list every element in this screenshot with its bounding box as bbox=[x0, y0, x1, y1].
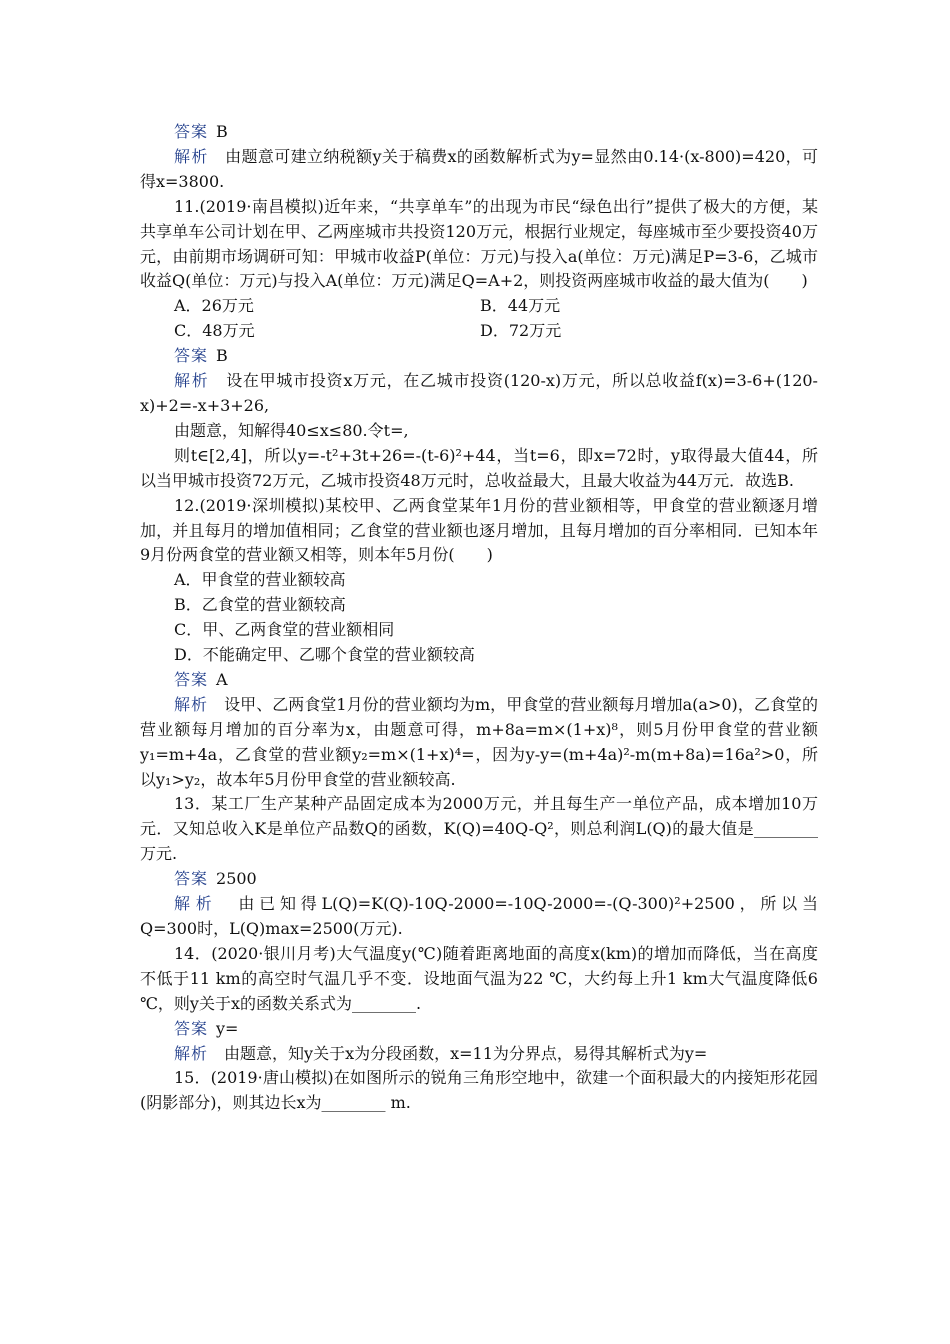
q10-answer: B bbox=[216, 122, 228, 141]
q13-analysis-line bbox=[140, 892, 818, 942]
q12-option-d: D．不能确定甲、乙哪个食堂的营业额较高 bbox=[174, 645, 475, 665]
q11-option-c: C．48万元 bbox=[174, 321, 255, 341]
analysis-label: 解析 bbox=[174, 894, 218, 914]
q11-option-b: B．44万元 bbox=[480, 296, 561, 316]
q14-analysis: 由题意，知y关于x为分段函数，x=11为分界点，易得其解析式为y= bbox=[224, 1043, 708, 1063]
q11-analysis-1: 设在甲城市投资x万元，在乙城市投资(120-x)万元，所以总收益f(x)=3-6+(120-x)+2=-x+3+26, bbox=[140, 371, 818, 415]
q12-analysis: 设甲、乙两食堂1月份的营业额均为m，甲食堂的营业额每月增加a(a>0)，乙食堂的营业额每月增加的百分率为x，由题意可得，m+8a=m×(1+x)⁸，则5月份甲食堂的营业额y₁=m+4a，乙食堂的营业额y₂=m×(1+x)⁴=，因为y-y=(m+4a)²-m(m+8a)=16a²>0，所以y₁>y₂，故本年5月份甲食堂的营业额较高. bbox=[140, 694, 818, 789]
answer-label: 答案 bbox=[174, 122, 209, 141]
q12-stem: 12.(2019·深圳模拟)某校甲、乙两食堂某年1月份的营业额相等，甲食堂的营业额逐月增加，并且每月的增加值相同；乙食堂的营业额也逐月增加，且每月增加的百分率相同．已知本年9月份两食堂的营业额又相等，则本年5月份( ) bbox=[140, 495, 818, 565]
q11-answer: B bbox=[216, 346, 228, 366]
q10-answer-line bbox=[140, 120, 818, 145]
q14-answer: y= bbox=[216, 1018, 239, 1038]
q11-options-row-1 bbox=[140, 294, 818, 319]
q11-analysis-line-1 bbox=[140, 369, 818, 419]
q12-answer-line bbox=[140, 668, 818, 693]
analysis-label: 解析 bbox=[174, 694, 209, 714]
document-content bbox=[140, 120, 818, 1116]
q11-options-row-2 bbox=[140, 319, 818, 344]
q14-stem: 14．(2020·银川月考)大气温度y(℃)随着距离地面的高度x(km)的增加而降低，当在高度不低于11 km的高空时气温几乎不变．设地面气温为22 ℃，大约每上升1 km大气温度降低6 ℃，则y关于x的函数关系式为________. bbox=[140, 943, 818, 1013]
q10-analysis: 由题意可建立纳税额y关于稿费x的函数解析式为y=显然由0.14·(x-800)=420，可得x=3800. bbox=[140, 146, 818, 191]
q12-option-c: C．甲、乙两食堂的营业额相同 bbox=[174, 620, 395, 640]
q14-answer-line bbox=[140, 1017, 818, 1042]
q11-option-a: A．26万元 bbox=[174, 296, 254, 316]
answer-label: 答案 bbox=[174, 869, 209, 889]
q13-answer: 2500 bbox=[216, 869, 257, 889]
q11-analysis-3: 则t∈[2,4]，所以y=-t²+3t+26=-(t-6)²+44，当t=6，即x=72时，y取得最大值44，所以当甲城市投资72万元，乙城市投资48万元时，总收益最大，且最大收益为44万元．故选B. bbox=[140, 445, 818, 490]
q14-analysis-line bbox=[140, 1042, 818, 1067]
answer-label: 答案 bbox=[174, 669, 209, 689]
q11-answer-line bbox=[140, 344, 818, 369]
q13-answer-line bbox=[140, 867, 818, 892]
q11-stem: 11.(2019·南昌模拟)近年来，“共享单车”的出现为市民“绿色出行”提供了极大的方便，某共享单车公司计划在甲、乙两座城市共投资120万元，根据行业规定，每座城市至少要投资40万元，由前期市场调研可知：甲城市收益P(单位：万元)与投入a(单位：万元)满足P=3-6，乙城市收益Q(单位：万元)与投入A(单位：万元)满足Q=A+2，则投资两座城市收益的最大值为( ) bbox=[140, 196, 818, 291]
q12-analysis-line bbox=[140, 693, 818, 793]
q12-option-b: B．乙食堂的营业额较高 bbox=[174, 595, 346, 615]
q13-analysis: 由已知得L(Q)=K(Q)-10Q-2000=-10Q-2000=-(Q-300)²+2500，所以当Q=300时，L(Q)max=2500(万元). bbox=[140, 894, 818, 938]
analysis-label: 解析 bbox=[174, 371, 210, 391]
q15-stem: 15．(2019·唐山模拟)在如图所示的锐角三角形空地中，欲建一个面积最大的内接矩形花园(阴影部分)，则其边长x为________ m. bbox=[140, 1068, 818, 1113]
q11-analysis-2: 由题意，知解得40≤x≤80.令t=, bbox=[174, 420, 409, 440]
analysis-label: 解析 bbox=[174, 146, 209, 166]
q13-stem: 13．某工厂生产某种产品固定成本为2000万元，并且每生产一单位产品，成本增加10万元．又知总收入K是单位产品数Q的函数，K(Q)=40Q-Q²，则总利润L(Q)的最大值是________万元. bbox=[140, 794, 818, 864]
answer-label: 答案 bbox=[174, 1018, 209, 1038]
q10-analysis-line bbox=[140, 145, 818, 195]
q12-answer: A bbox=[216, 669, 228, 689]
q11-option-d: D．72万元 bbox=[480, 321, 562, 341]
q12-option-a: A．甲食堂的营业额较高 bbox=[174, 570, 346, 590]
analysis-label: 解析 bbox=[174, 1043, 209, 1063]
answer-label: 答案 bbox=[174, 346, 209, 366]
